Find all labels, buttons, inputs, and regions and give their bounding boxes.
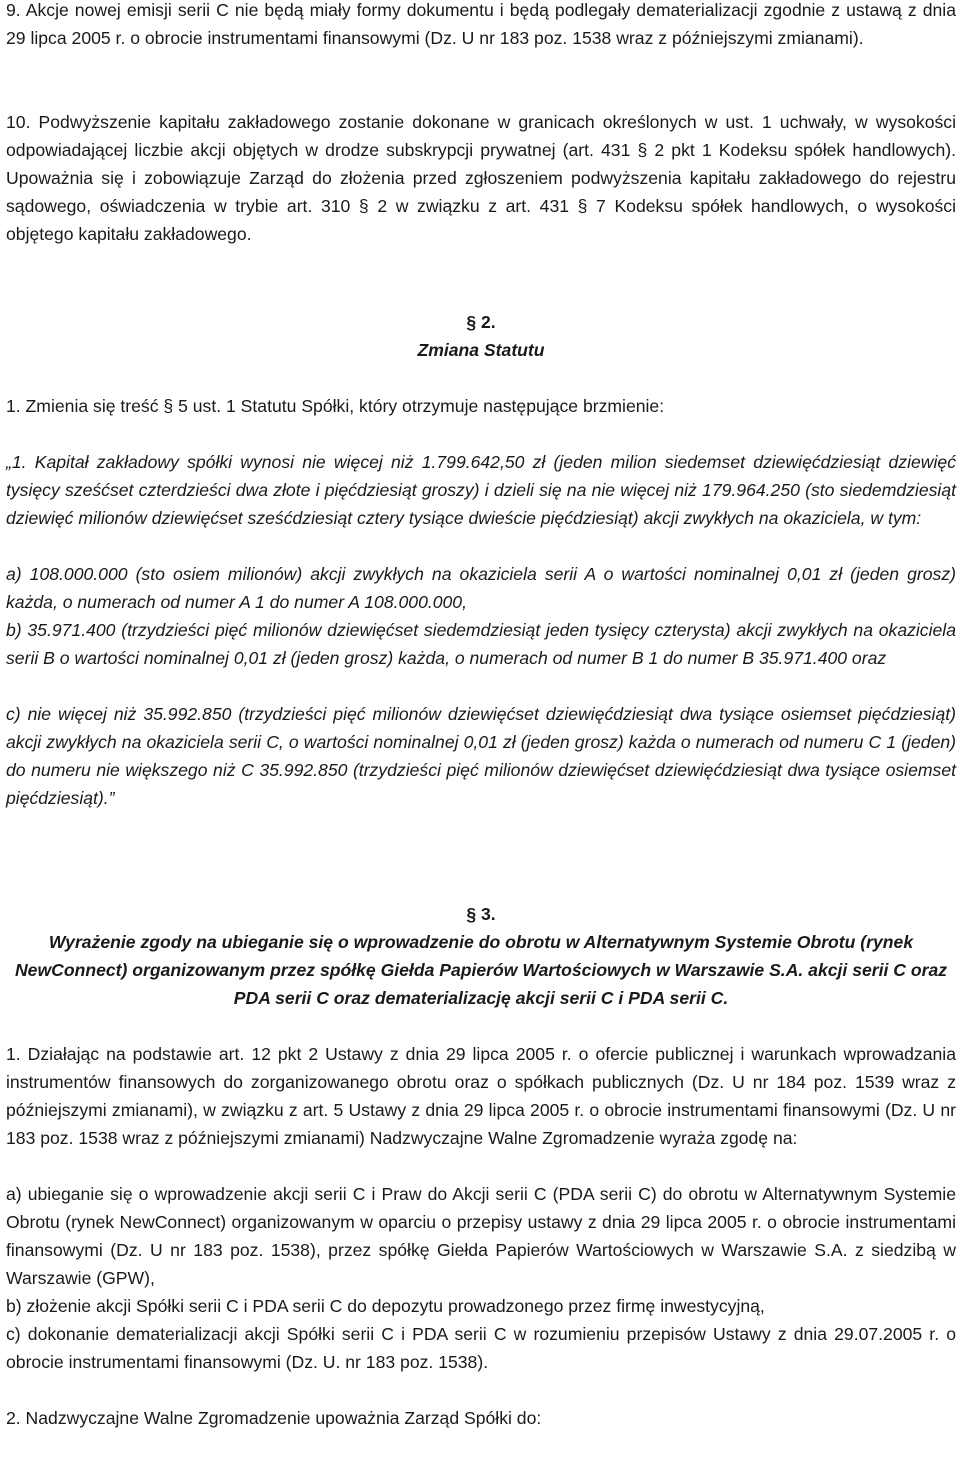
section-3-item-c: c) dokonanie dematerializacji akcji Spółki serii C i PDA serii C w rozumieniu przepisów Ustawy z dnia 29.07.2005 r. o obrocie instrumentami finansowymi (Dz. U. nr 183 poz. 1538). — [6, 1324, 956, 1372]
quote-item-a: a) 108.000.000 (sto osiem milionów) akcji zwykłych na okaziciela serii A o wartości nominalnej 0,01 zł (jeden grosz) każda, o numerach od numer A 1 do numer A 108.000.000, — [6, 564, 956, 612]
quote-item-b: b) 35.971.400 (trzydzieści pięć milionów dziewięćset siedemdziesiąt jeden tysięcy czterysta) akcji zwykłych na okaziciela serii B o wartości nominalnej 0,01 zł (jeden grosz) każda, o numerach od numer B 1 do numer B 35.971.400 oraz — [6, 620, 956, 668]
section-3-paragraph-1: 1. Działając na podstawie art. 12 pkt 2 Ustawy z dnia 29 lipca 2005 r. o ofercie publicznej i warunkach wprowadzania instrumentów finansowych do zorganizowanego obrotu oraz o spółkach publicznych (Dz. U nr 184 poz. 1539 wraz z późniejszymi zmianami), w związku z art. 5 Ustawy z dnia 29 lipca 2005 r. o obrocie instrumentami finansowymi (Dz. U nr 183 poz. 1538 wraz z późniejszymi zmianami) Nadzwyczajne Walne Zgromadzenie wyraża zgodę na: — [6, 1044, 956, 1148]
paragraph-10: 10. Podwyższenie kapitału zakładowego zostanie dokonane w granicach określonych w ust. 1 uchwały, w wysokości odpowiadającej liczbie akcji objętych w drodze subskrypcji prywatnej (art. 431 § 2 pkt 1 Kodeksu spółek handlowych). Upoważnia się i zobowiązuje Zarząd do złożenia przed zgłoszeniem podwyższenia kapitału zakładowego do rejestru sądowego, oświadczenia w trybie art. 310 § 2 w związku z art. 431 § 7 Kodeksu spółek handlowych, o wysokości objętego kapitału zakładowego. — [6, 112, 956, 244]
section-3-title: Wyrażenie zgody na ubieganie się o wprowadzenie do obrotu w Alternatywnym Systemie Obrotu (rynek NewConnect) organizowanym przez spółkę Giełda Papierów Wartościowych w Warszawie S.A. akcji serii C oraz PDA serii C oraz dematerializację akcji serii C i PDA serii C. — [14, 932, 948, 1008]
section-2-title: Zmiana Statutu — [417, 340, 545, 360]
section-2-intro: 1. Zmienia się treść § 5 ust. 1 Statutu Spółki, który otrzymuje następujące brzmienie: — [6, 396, 665, 416]
section-3-item-b: b) złożenie akcji Spółki serii C i PDA serii C do depozytu prowadzonego przez firmę inwestycyjną, — [6, 1296, 765, 1316]
section-2-number: § 2. — [466, 312, 496, 332]
section-3-number: § 3. — [466, 904, 496, 924]
quote-capital: „1. Kapitał zakładowy spółki wynosi nie więcej niż 1.799.642,50 zł (jeden milion siedemset dziewięćdziesiąt dziewięć tysięcy sześćset czterdzieści dwa złote i pięćdziesiąt groszy) i dzieli się na nie więcej niż 179.964.250 (sto siedemdziesiąt dziewięć milionów dziewięćset sześćdziesiąt cztery tysiące dwieście pięćdziesiąt) akcji zwykłych na okaziciela, w tym: — [6, 452, 956, 528]
section-3-paragraph-2: 2. Nadzwyczajne Walne Zgromadzenie upoważnia Zarząd Spółki do: — [6, 1408, 542, 1428]
section-3-item-a: a) ubieganie się o wprowadzenie akcji serii C i Praw do Akcji serii C (PDA serii C) do obrotu w Alternatywnym Systemie Obrotu (rynek NewConnect) organizowanym w oparciu o przepisy ustawy z dnia 29 lipca 2005 r. o obrocie instrumentami finansowymi (Dz. U nr 183 poz. 1538), przez spółkę Giełda Papierów Wartościowych w Warszawie S.A. z siedzibą w Warszawie (GPW), — [6, 1184, 956, 1288]
quote-item-c: c) nie więcej niż 35.992.850 (trzydzieści pięć milionów dziewięćset dziewięćdziesiąt dwa tysiące osiemset pięćdziesiąt) akcji zwykłych na okaziciela serii C, o wartości nominalnej 0,01 zł (jeden grosz) każda o numerach od numeru C 1 (jeden) do numeru nie większego niż C 35.992.850 (trzydzieści pięć milionów dziewięćset dziewięćdziesiąt dwa tysiące osiemset pięćdziesiąt).” — [6, 704, 956, 808]
paragraph-9: 9. Akcje nowej emisji serii C nie będą miały formy dokumentu i będą podlegały dematerializacji zgodnie z ustawą z dnia 29 lipca 2005 r. o obrocie instrumentami finansowymi (Dz. U nr 183 poz. 1538 wraz z późniejszymi zmianami). — [6, 0, 956, 48]
